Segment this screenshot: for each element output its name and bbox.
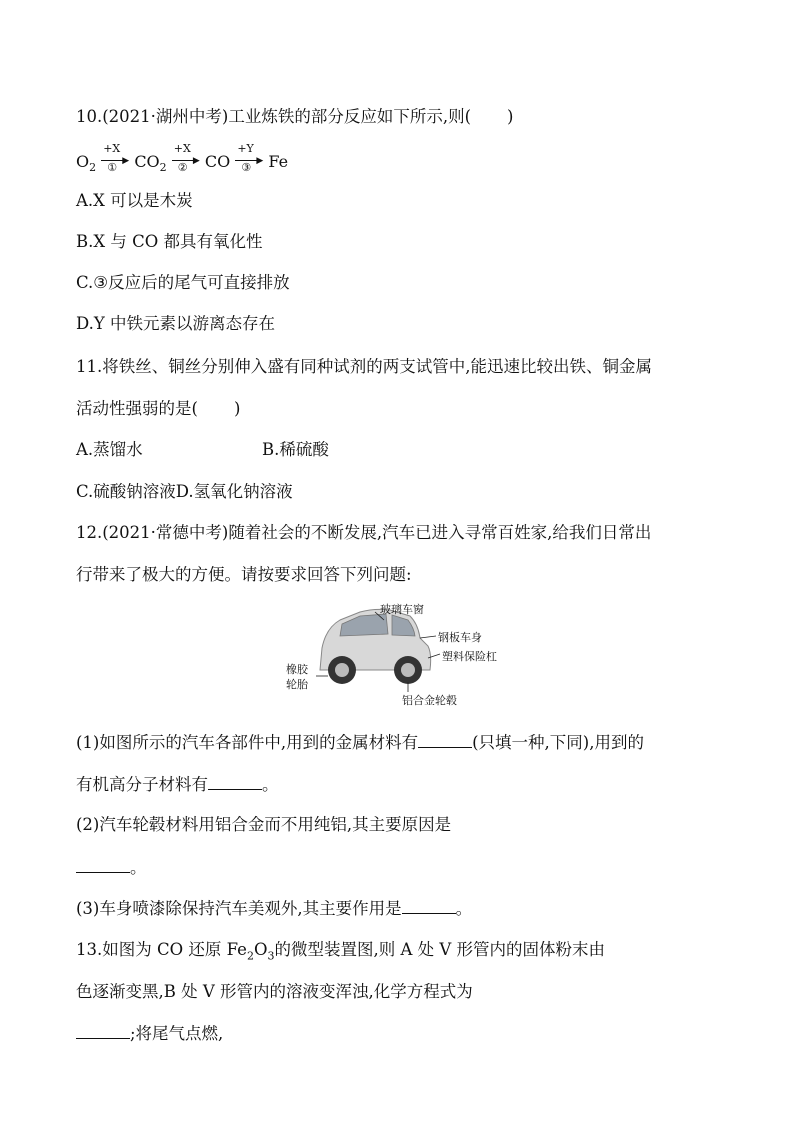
label-glass-window: 玻璃车窗 xyxy=(380,603,424,616)
answer-blank[interactable] xyxy=(76,856,130,873)
q12-part2-line1: (2)汽车轮毂材料用铝合金而不用纯铝,其主要原因是 xyxy=(76,815,452,834)
answer-blank[interactable] xyxy=(208,773,262,790)
q11-option-b: B.稀硫酸 xyxy=(262,440,329,459)
q11-option-a: A.蒸馏水 xyxy=(76,440,143,459)
q10-reaction-chain: $O_2$ +X ▶ ① $CO_2$ +X ▶ ② CO +Y ▶ ③ Fe xyxy=(76,142,289,175)
q10-option-a: A.X 可以是木炭 xyxy=(76,191,193,210)
answer-blank[interactable] xyxy=(418,731,472,748)
q12-part1-line1: (1)如图所示的汽车各部件中,用到的金属材料有 (只填一种,下同),用到的 xyxy=(76,733,644,752)
reaction-arrow-2: +X ▶ ② xyxy=(173,142,200,175)
label-plastic-bumper: 塑料保险杠 xyxy=(442,650,497,663)
label-steel-body: 钢板车身 xyxy=(438,631,482,644)
answer-blank[interactable] xyxy=(402,897,456,914)
q13-stem-line1: 13.如图为 CO 还原 $Fe_2O_3$的微型装置图,则 A 处 V 形管内的固体粉末由 xyxy=(76,940,606,963)
q10-option-d: D.Y 中铁元素以游离态存在 xyxy=(76,314,276,333)
q10-stem: 10.(2021·湖州中考)工业炼铁的部分反应如下所示,则( ) xyxy=(76,107,514,126)
q12-part3: (3)车身喷漆除保持汽车美观外,其主要作用是 。 xyxy=(76,899,473,918)
answer-blank[interactable] xyxy=(76,1022,130,1039)
q12-part1-line2: 有机高分子材料有 。 xyxy=(76,775,279,794)
q11-stem-line2: 活动性强弱的是( ) xyxy=(76,399,241,418)
q10-option-b: B.X 与 CO 都具有氧化性 xyxy=(76,232,263,251)
car-figure xyxy=(280,598,520,710)
label-alloy-wheel: 铝合金轮毂 xyxy=(402,694,457,707)
q11-stem-line1: 11.将铁丝、铜丝分别伸入盛有同种试剂的两支试管中,能迅速比较出铁、铜金属 xyxy=(76,357,652,376)
q12-stem-line2: 行带来了极大的方便。请按要求回答下列问题: xyxy=(76,565,412,584)
q13-stem-line2: 色逐渐变黑,B 处 V 形管内的溶液变浑浊,化学方程式为 xyxy=(76,982,473,1001)
q12-stem-line1: 12.(2021·常德中考)随着社会的不断发展,汽车已进入寻常百姓家,给我们日常出 xyxy=(76,523,652,542)
reaction-arrow-1: +X ▶ ① xyxy=(103,142,130,175)
q12-part2-line2: 。 xyxy=(76,856,147,879)
q11-option-cd: C.硫酸钠溶液D.氢氧化钠溶液 xyxy=(76,482,293,501)
q10-option-c: C.③反应后的尾气可直接排放 xyxy=(76,273,290,292)
reaction-arrow-3: +Y ▶ ③ xyxy=(237,142,264,175)
label-tire: 轮胎 xyxy=(286,678,308,691)
label-rubber: 橡胶 xyxy=(286,663,308,676)
q13-stem-line3: ;将尾气点燃, xyxy=(76,1022,223,1045)
